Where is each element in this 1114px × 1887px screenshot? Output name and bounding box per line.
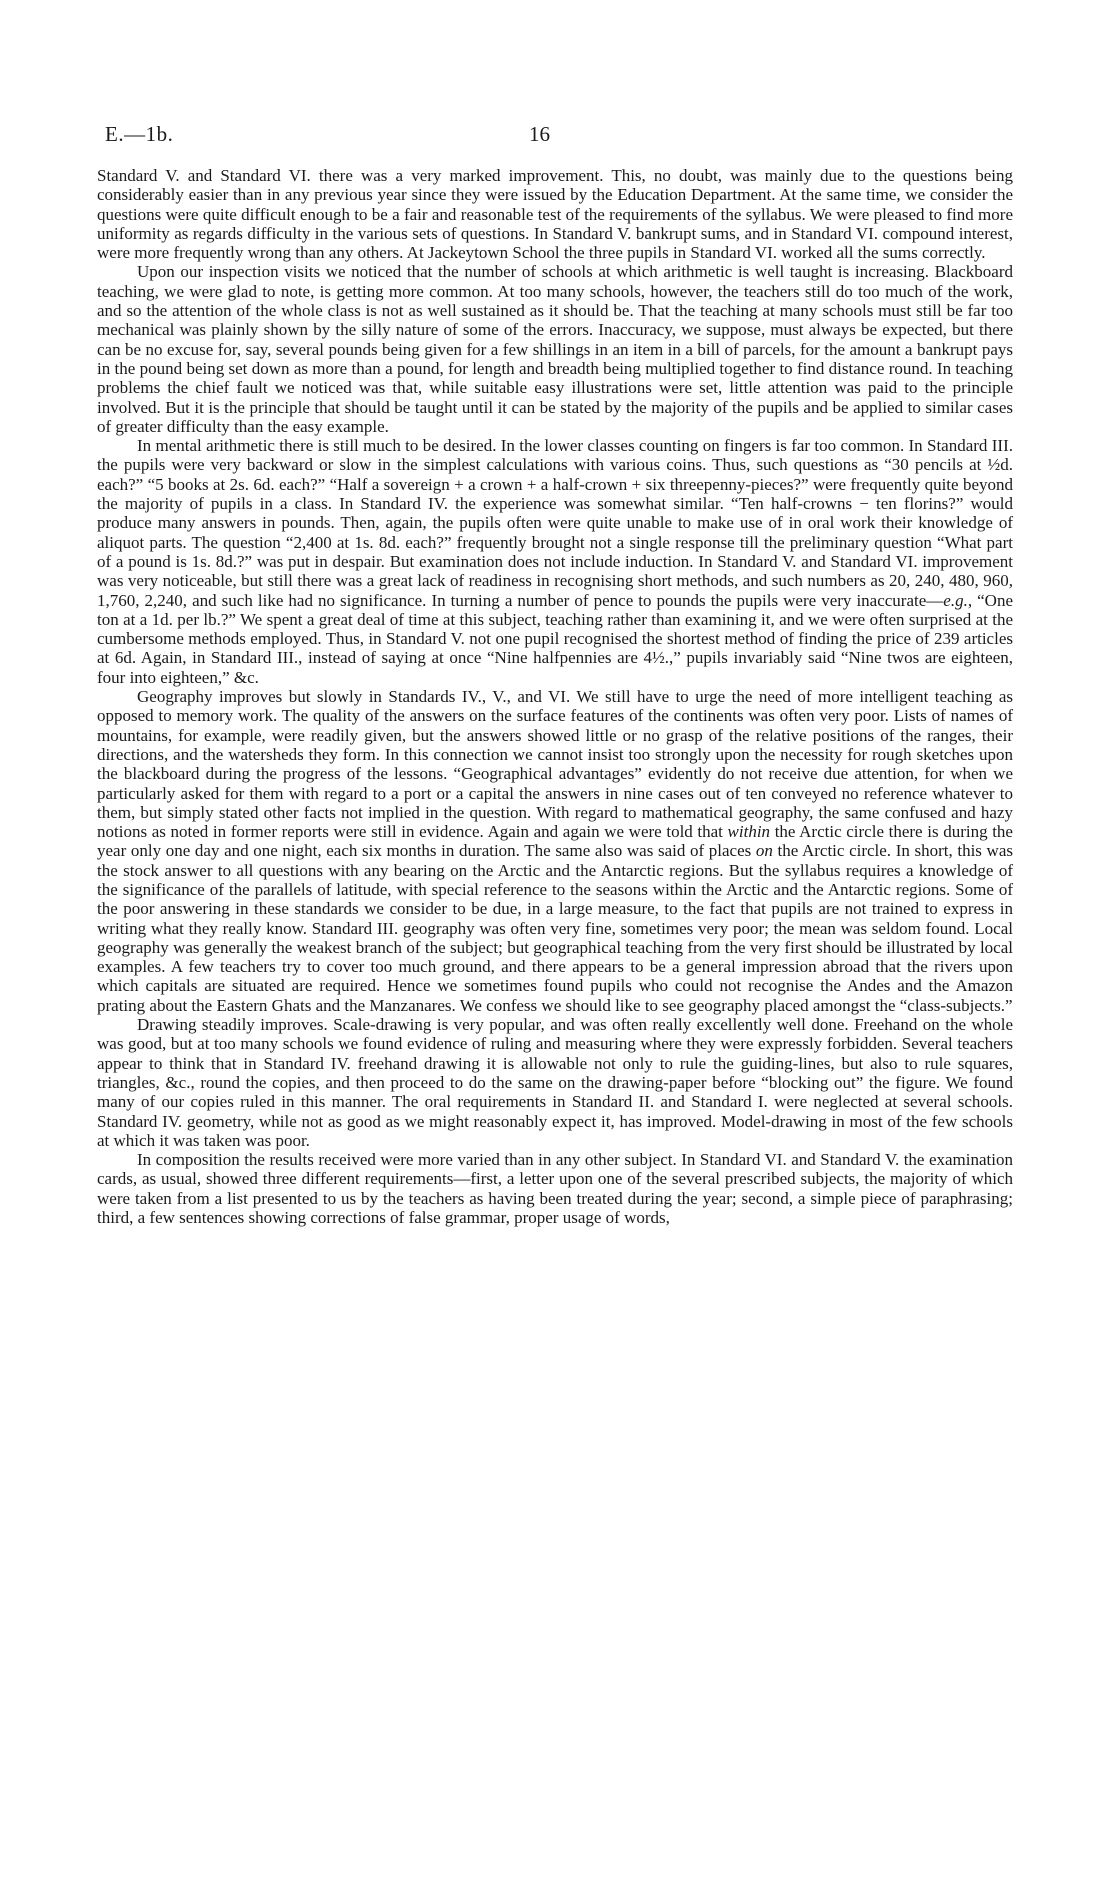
page-header [97, 118, 1013, 156]
paragraph-arithmetic-teaching: Upon our inspection visits we noticed that the number of schools at which arithmetic is well taught is increasing. Blackboard teaching, we were glad to note, is getting more common. At too many schools, however, the teachers still do too much of the work, and so the attention of the whole class is not as well sustained as it should be. That the teaching at many schools must still be far too mechanical was plainly shown by the silly nature of some of the errors. Inaccuracy, we suppose, must always be expected, but there can be no excuse for, say, several pounds being given for a few shillings in an item in a bill of parcels, for the amount a bankrupt pays in the pound being set down as more than a pound, for length and breadth being multiplied together to find distance round. In teaching problems the chief fault we noticed was that, while suitable easy illustrations were set, little attention was paid to the principle involved. But it is the principle that should be taught until it can be stated by the majority of the pupils and be applied to similar cases of greater difficulty than the easy example. [97, 262, 1013, 436]
paragraph-arithmetic-results: Standard V. and Standard VI. there was a very marked improvement. This, no doubt, was mainly due to the questions being considerably easier than in any previous year since they were issued by the Education Department. At the same time, we consider the questions were quite difficult enough to be a fair and reasonable test of the requirements of the syllabus. We were pleased to find more uniformity as regards difficulty in the various sets of questions. In Standard V. bankrupt sums, and in Standard VI. compound interest, were more frequently wrong than any others. At Jackeytown School the three pupils in Standard VI. worked all the sums correctly. [97, 166, 1013, 263]
page-number: 16 [529, 122, 550, 146]
paragraph-composition: In composition the results received were more varied than in any other subject. In Standard VI. and Standard V. the examination cards, as usual, showed three different requirements—first, a letter upon one of the several prescribed subjects, the majority of which were taken from a list presented to us by the teachers as having been treated during the year; second, a simple piece of paraphrasing; third, a few sentences showing corrections of false grammar, proper usage of words, [97, 1150, 1013, 1228]
document-page [97, 118, 1013, 1227]
paragraph-mental-arithmetic: In mental arithmetic there is still much to be desired. In the lower classes counting on fingers is far too common. In Standard III. the pupils were very backward or slow in the simplest calculations with various coins. Thus, such questions as “30 pencils at ½d. each?” “5 books at 2s. 6d. each?” “Half a sovereign + a crown + a half-crown + six threepenny-pieces?” were frequently quite beyond the majority of pupils in a class. In Standard IV. the experience was somewhat similar. “Ten half-crowns − ten florins?” would produce many answers in pounds. Then, again, the pupils often were quite unable to make use of in oral work their knowledge of aliquot parts. The question “2,400 at 1s. 8d. each?” frequently brought not a single response till the preliminary question “What part of a pound is 1s. 8d.?” was put in despair. But examination does not include induction. In Standard V. and Standard VI. improvement was very noticeable, but still there was a great lack of readiness in recognising short methods, and such numbers as 20, 240, 480, 960, 1,760, 2,240, and such like had no significance. In turning a number of pence to pounds the pupils were very inaccurate—e.g., “One ton at a 1d. per lb.?” We spent a great deal of time at this subject, teaching rather than examining it, and we were often surprised at the cumbersome methods employed. Thus, in Standard V. not one pupil recognised the shortest method of finding the price of 239 articles at 6d. Again, in Standard III., instead of saying at once “Nine halfpennies are 4½.,” pupils invariably said “Nine twos are eighteen, four into eighteen,” &c. [97, 436, 1013, 687]
paragraph-drawing: Drawing steadily improves. Scale-drawing is very popular, and was often really excellently well done. Freehand on the whole was good, but at too many schools we found evidence of ruling and measuring where they were expressly forbidden. Several teachers appear to think that in Standard IV. freehand drawing it is allowable not only to rule the guiding-lines, but also to rule squares, triangles, &c., round the copies, and then proceed to do the same on the drawing-paper before “blocking out” the figure. We found many of our copies ruled in this manner. The oral requirements in Standard II. and Standard I. were neglected at several schools. Standard IV. geometry, while not as good as we might reasonably expect it, has improved. Model-drawing in most of the few schools at which it was taken was poor. [97, 1015, 1013, 1150]
document-reference: E.—1b. [105, 122, 174, 146]
body-text [97, 166, 1013, 1227]
paragraph-geography: Geography improves but slowly in Standards IV., V., and VI. We still have to urge the need of more intelligent teaching as opposed to memory work. The quality of the answers on the surface features of the continents was often very poor. Lists of names of mountains, for example, were readily given, but the answers showed little or no grasp of the relative positions of the ranges, their directions, and the watersheds they form. In this connection we cannot insist too strongly upon the necessity for rough sketches upon the blackboard during the progress of the lessons. “Geographical advantages” evidently do not receive due attention, for when we particularly asked for them with regard to a port or a capital the answers in nine cases out of ten conveyed no reference whatever to them, but simply stated other facts not implied in the question. With regard to mathematical geography, the same confused and hazy notions as noted in former reports were still in evidence. Again and again we were told that within the Arctic circle there is during the year only one day and one night, each six months in duration. The same also was said of places on the Arctic circle. In short, this was the stock answer to all questions with any bearing on the Arctic and the Antarctic regions. But the syllabus requires a knowledge of the significance of the parallels of latitude, with special reference to the seasons within the Arctic and the Antarctic regions. Some of the poor answering in these standards we consider to be due, in a large measure, to the fact that pupils are not trained to express in writing what they really know. Standard III. geography was often very fine, sometimes very poor; the mean was seldom found. Local geography was generally the weakest branch of the subject; but geographical teaching from the very first should be illustrated by local examples. A few teachers try to cover too much ground, and there appears to be a general impression abroad that the rivers upon which capitals are situated are required. Hence we sometimes found pupils who could not recognise the Andes and the Amazon prating about the Eastern Ghats and the Manzanares. We confess we should like to see geography placed amongst the “class-subjects.” [97, 687, 1013, 1015]
